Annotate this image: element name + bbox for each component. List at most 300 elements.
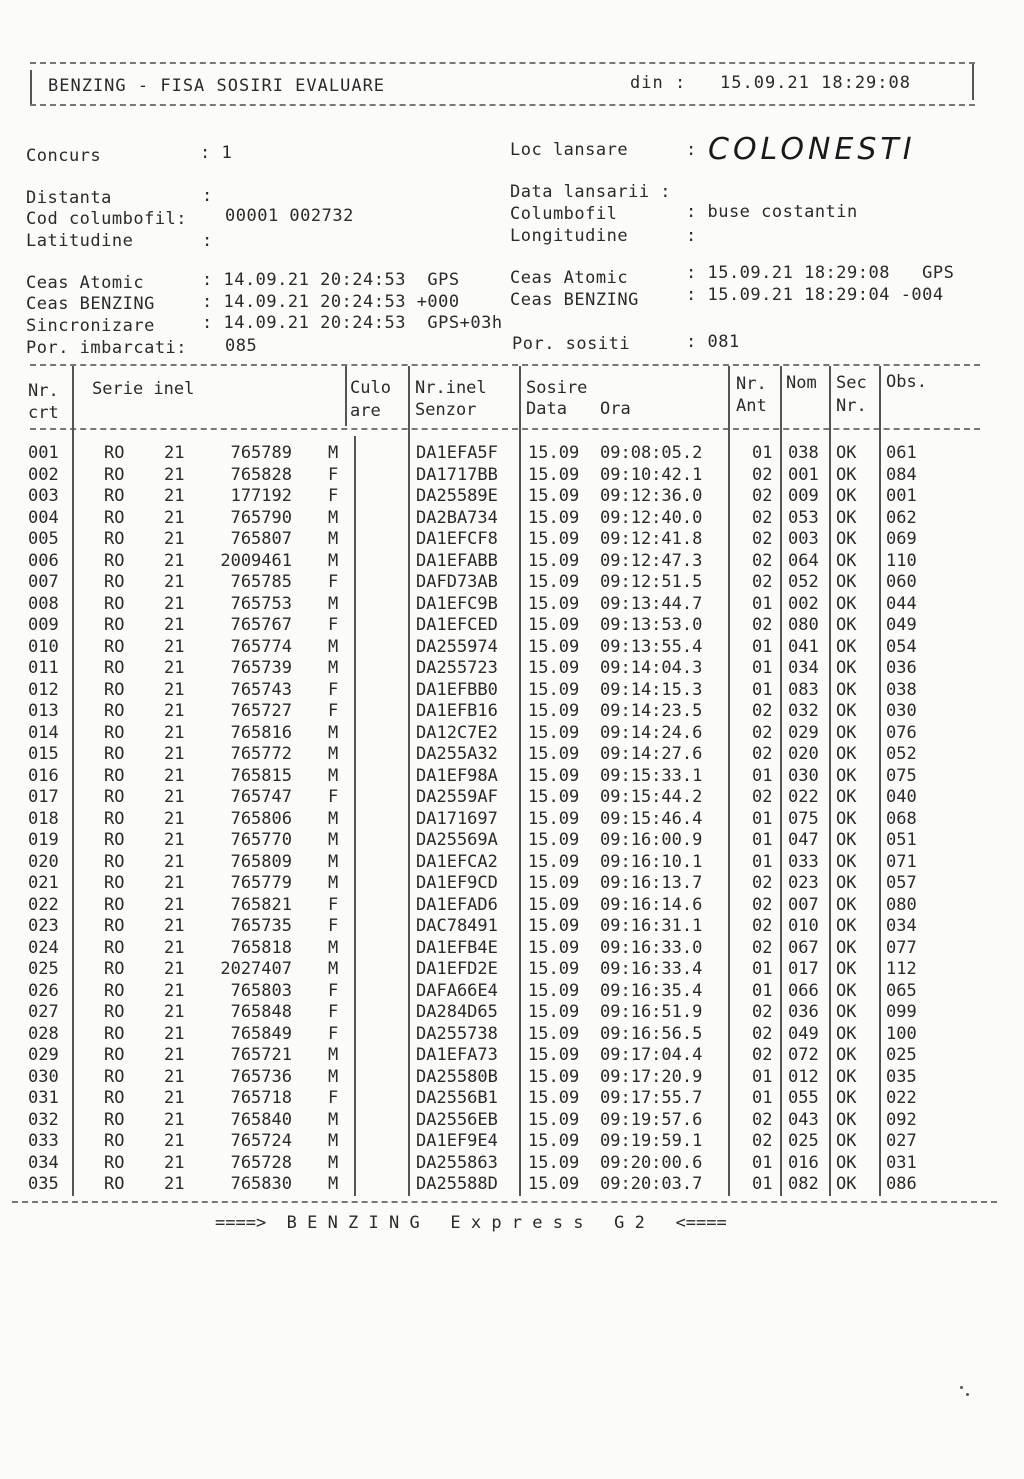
row-ring: 765747: [230, 787, 292, 807]
row-time: 09:17:20.9: [600, 1066, 703, 1087]
row-obs: 049: [886, 615, 917, 635]
row-nom: 083: [788, 679, 819, 700]
row-obs: 034: [886, 916, 917, 936]
row-sec: OK: [836, 636, 857, 657]
row-year: 21: [164, 572, 185, 592]
row-sensor: DAC78491: [416, 916, 498, 936]
row-antenna: 02: [752, 1002, 773, 1022]
row-time: 09:12:51.5: [600, 572, 703, 592]
row-ring: 765779: [230, 873, 292, 893]
row-time: 09:12:40.0: [600, 507, 703, 528]
row-nom: 001: [788, 464, 819, 485]
row-sec: OK: [836, 873, 857, 893]
row-sec: OK: [836, 937, 857, 958]
row-sex: F: [328, 464, 339, 485]
row-sensor: DA1EFAD6: [416, 894, 498, 915]
scan-speck: [966, 1393, 969, 1396]
row-obs: 099: [886, 1002, 917, 1022]
row-sec: OK: [836, 787, 857, 807]
row-sensor: DA1717BB: [416, 464, 498, 485]
row-date: 15.09: [528, 1023, 580, 1044]
row-date: 15.09: [528, 1066, 580, 1087]
row-antenna: 02: [752, 722, 773, 743]
row-country: RO: [104, 851, 125, 872]
longitudine-label: Longitudine: [510, 226, 629, 246]
row-ring: 765816: [230, 722, 292, 743]
din-label: din :: [630, 73, 687, 93]
row-sensor: DA25569A: [416, 830, 498, 850]
row-antenna: 02: [752, 550, 773, 571]
row-nom: 003: [788, 529, 819, 549]
row-nom: 053: [788, 507, 819, 528]
row-year: 21: [164, 1045, 185, 1065]
row-nom: 075: [788, 808, 819, 829]
row-year: 21: [164, 550, 185, 571]
row-sex: M: [328, 1174, 339, 1194]
row-antenna: 01: [752, 851, 773, 872]
row-sec: OK: [836, 443, 857, 463]
row-sec: OK: [836, 658, 857, 678]
row-sex: F: [328, 486, 339, 506]
row-obs: 069: [886, 529, 917, 549]
row-sex: F: [328, 572, 339, 592]
row-obs: 031: [886, 1152, 917, 1173]
row-antenna: 02: [752, 937, 773, 958]
sep-nr: [72, 366, 74, 1196]
row-sex: F: [328, 894, 339, 915]
row-nr: 009: [28, 615, 59, 635]
row-country: RO: [104, 593, 125, 614]
row-date: 15.09: [528, 507, 580, 528]
row-year: 21: [164, 851, 185, 872]
row-sensor: DA2BA734: [416, 507, 498, 528]
table-bottom-rule: [12, 1201, 997, 1203]
row-sensor: DA1EFB4E: [416, 937, 498, 958]
row-country: RO: [104, 1152, 125, 1173]
row-nom: 072: [788, 1045, 819, 1065]
row-country: RO: [104, 679, 125, 700]
row-time: 09:16:51.9: [600, 1002, 703, 1022]
row-country: RO: [104, 464, 125, 485]
row-obs: 110: [886, 550, 917, 571]
latitudine-label: Latitudine: [26, 231, 134, 251]
row-date: 15.09: [528, 765, 580, 786]
row-time: 09:20:03.7: [600, 1174, 703, 1194]
row-obs: 052: [886, 744, 917, 764]
row-ring: 765728: [230, 1152, 292, 1173]
row-nr: 008: [28, 593, 59, 614]
row-country: RO: [104, 744, 125, 764]
row-nom: 017: [788, 959, 819, 979]
row-year: 21: [164, 679, 185, 700]
row-country: RO: [104, 765, 125, 786]
row-sensor: DA255738: [416, 1023, 498, 1044]
row-date: 15.09: [528, 851, 580, 872]
col-nr: Nr.: [28, 381, 59, 401]
row-sec: OK: [836, 701, 857, 721]
row-country: RO: [104, 1066, 125, 1087]
row-country: RO: [104, 636, 125, 657]
row-country: RO: [104, 443, 125, 463]
row-year: 21: [164, 593, 185, 614]
row-date: 15.09: [528, 959, 580, 979]
row-nr: 027: [28, 1002, 59, 1022]
row-country: RO: [104, 980, 125, 1001]
row-sensor: DA1EFCA2: [416, 851, 498, 872]
row-obs: 075: [886, 765, 917, 786]
row-year: 21: [164, 959, 185, 979]
row-year: 21: [164, 701, 185, 721]
row-nom: 038: [788, 443, 819, 463]
row-year: 21: [164, 916, 185, 936]
row-ring: 765849: [230, 1023, 292, 1044]
row-nr: 022: [28, 894, 59, 915]
row-year: 21: [164, 529, 185, 549]
row-sensor: DA255723: [416, 658, 498, 678]
row-sex: M: [328, 937, 339, 958]
row-time: 09:19:57.6: [600, 1109, 703, 1130]
row-sec: OK: [836, 615, 857, 635]
row-sensor: DA1EF9E4: [416, 1131, 498, 1151]
row-ring: 765830: [230, 1174, 292, 1194]
row-antenna: 02: [752, 507, 773, 528]
row-country: RO: [104, 529, 125, 549]
header-bottom-rule: [30, 104, 975, 106]
row-nom: 047: [788, 830, 819, 850]
row-sec: OK: [836, 744, 857, 764]
row-date: 15.09: [528, 830, 580, 850]
row-sensor: DAFD73AB: [416, 572, 498, 592]
row-ring: 765803: [230, 980, 292, 1001]
row-sex: F: [328, 615, 339, 635]
row-antenna: 02: [752, 701, 773, 721]
row-sensor: DA1EFCF8: [416, 529, 498, 549]
col-serie-inel: Serie inel: [92, 379, 195, 399]
row-sex: F: [328, 980, 339, 1001]
row-date: 15.09: [528, 636, 580, 657]
row-nr: 020: [28, 851, 59, 872]
row-sex: M: [328, 1066, 339, 1087]
row-sec: OK: [836, 851, 857, 872]
scan-speck: [960, 1386, 963, 1389]
row-obs: 035: [886, 1066, 917, 1087]
row-time: 09:16:33.4: [600, 959, 703, 979]
row-time: 09:15:46.4: [600, 808, 703, 829]
row-antenna: 02: [752, 1131, 773, 1151]
row-sensor: DA2559AF: [416, 787, 498, 807]
cod-value: 00001 002732: [225, 206, 354, 226]
row-country: RO: [104, 701, 125, 721]
concurs-label: Concurs: [26, 146, 102, 166]
row-obs: 057: [886, 873, 917, 893]
row-sex: F: [328, 701, 339, 721]
row-year: 21: [164, 937, 185, 958]
row-obs: 030: [886, 701, 917, 721]
row-date: 15.09: [528, 1002, 580, 1022]
row-year: 21: [164, 787, 185, 807]
report-title: BENZING - FISA SOSIRI EVALUARE: [48, 76, 386, 96]
row-nom: 052: [788, 572, 819, 592]
latitudine-value: :: [202, 231, 213, 251]
row-obs: 027: [886, 1131, 917, 1151]
cod-label: Cod columbofil:: [26, 209, 188, 229]
row-sensor: DA255A32: [416, 744, 498, 764]
row-nr: 023: [28, 916, 59, 936]
row-year: 21: [164, 1066, 185, 1087]
row-nom: 007: [788, 894, 819, 915]
row-obs: 036: [886, 658, 917, 678]
row-nr: 010: [28, 636, 59, 657]
sep-ant: [728, 366, 730, 1196]
row-sec: OK: [836, 679, 857, 700]
table-top-rule: [30, 364, 980, 366]
row-year: 21: [164, 873, 185, 893]
row-time: 09:16:14.6: [600, 894, 703, 915]
row-nom: 036: [788, 1002, 819, 1022]
row-year: 21: [164, 722, 185, 743]
row-sensor: DA25580B: [416, 1066, 498, 1087]
row-sensor: DA2556B1: [416, 1088, 498, 1108]
row-year: 21: [164, 507, 185, 528]
row-nr: 032: [28, 1109, 59, 1130]
row-date: 15.09: [528, 1174, 580, 1194]
row-antenna: 02: [752, 486, 773, 506]
row-obs: 051: [886, 830, 917, 850]
sep-culo: [345, 366, 347, 426]
row-country: RO: [104, 1174, 125, 1194]
row-sec: OK: [836, 1023, 857, 1044]
row-sex: M: [328, 744, 339, 764]
row-antenna: 01: [752, 443, 773, 463]
row-year: 21: [164, 1152, 185, 1173]
sep-sec: [829, 366, 831, 1196]
sep-nom: [780, 366, 782, 1196]
col-obs: Obs.: [886, 372, 927, 392]
row-sex: M: [328, 443, 339, 463]
row-nr: 003: [28, 486, 59, 506]
row-ring: 765790: [230, 507, 292, 528]
row-sensor: DA1EFA73: [416, 1045, 498, 1065]
row-antenna: 02: [752, 1045, 773, 1065]
row-time: 09:16:35.4: [600, 980, 703, 1001]
row-nr: 033: [28, 1131, 59, 1151]
row-sex: F: [328, 1002, 339, 1022]
row-country: RO: [104, 787, 125, 807]
row-time: 09:16:31.1: [600, 916, 703, 936]
row-ring: 765735: [230, 916, 292, 936]
row-country: RO: [104, 1002, 125, 1022]
row-sec: OK: [836, 722, 857, 743]
row-nom: 064: [788, 550, 819, 571]
col-sec-nr: Nr.: [836, 396, 867, 416]
row-ring: 765753: [230, 593, 292, 614]
row-ring: 765815: [230, 765, 292, 786]
ceas-benzing2-label: Ceas BENZING: [510, 290, 639, 310]
row-year: 21: [164, 1174, 185, 1194]
row-nr: 011: [28, 658, 59, 678]
row-sec: OK: [836, 529, 857, 549]
row-ring: 765739: [230, 658, 292, 678]
row-time: 09:16:33.0: [600, 937, 703, 958]
row-sex: M: [328, 593, 339, 614]
row-sec: OK: [836, 1152, 857, 1173]
row-date: 15.09: [528, 980, 580, 1001]
row-ring: 765821: [230, 894, 292, 915]
row-date: 15.09: [528, 894, 580, 915]
row-antenna: 01: [752, 830, 773, 850]
row-nom: 041: [788, 636, 819, 657]
row-year: 21: [164, 980, 185, 1001]
row-sec: OK: [836, 916, 857, 936]
row-ring: 765767: [230, 615, 292, 635]
row-obs: 062: [886, 507, 917, 528]
row-nr: 028: [28, 1023, 59, 1044]
col-ora: Ora: [600, 399, 631, 419]
row-antenna: 01: [752, 593, 773, 614]
row-date: 15.09: [528, 529, 580, 549]
row-nom: 082: [788, 1174, 819, 1194]
row-sec: OK: [836, 959, 857, 979]
row-time: 09:15:44.2: [600, 787, 703, 807]
col-sec: Sec: [836, 373, 867, 393]
row-nr: 002: [28, 464, 59, 485]
row-time: 09:12:47.3: [600, 550, 703, 571]
row-time: 09:20:00.6: [600, 1152, 703, 1173]
row-time: 09:14:15.3: [600, 679, 703, 700]
row-obs: 038: [886, 679, 917, 700]
row-sec: OK: [836, 1109, 857, 1130]
row-ring: 765743: [230, 679, 292, 700]
row-sec: OK: [836, 808, 857, 829]
row-time: 09:15:33.1: [600, 765, 703, 786]
distanta-value: :: [202, 186, 213, 206]
row-date: 15.09: [528, 658, 580, 678]
row-sex: F: [328, 1088, 339, 1108]
row-sec: OK: [836, 486, 857, 506]
sep-sosire: [519, 366, 521, 1196]
row-antenna: 01: [752, 679, 773, 700]
row-nom: 002: [788, 593, 819, 614]
row-sensor: DA1EFA5F: [416, 443, 498, 463]
row-nr: 031: [28, 1088, 59, 1108]
row-sex: M: [328, 851, 339, 872]
row-sex: F: [328, 1023, 339, 1044]
row-time: 09:17:55.7: [600, 1088, 703, 1108]
row-sensor: DA284D65: [416, 1002, 498, 1022]
col-data: Data: [526, 399, 567, 419]
row-time: 09:13:53.0: [600, 615, 703, 635]
row-obs: 060: [886, 572, 917, 592]
row-nr: 025: [28, 959, 59, 979]
row-date: 15.09: [528, 486, 580, 506]
row-antenna: 02: [752, 873, 773, 893]
por-imbarcati-label: Por. imbarcati:: [26, 338, 188, 358]
row-ring: 2009461: [220, 550, 292, 571]
sep-nr-inel: [408, 366, 410, 1196]
row-sex: M: [328, 529, 339, 549]
header-right-bar: [972, 64, 974, 100]
row-nom: 043: [788, 1109, 819, 1130]
din-value: 15.09.21 18:29:08: [720, 73, 911, 93]
col-ant: Ant: [736, 396, 767, 416]
row-year: 21: [164, 894, 185, 915]
row-obs: 025: [886, 1045, 917, 1065]
row-antenna: 02: [752, 744, 773, 764]
row-obs: 061: [886, 443, 917, 463]
row-sensor: DA1EFBB0: [416, 679, 498, 700]
row-antenna: 02: [752, 464, 773, 485]
row-time: 09:10:42.1: [600, 464, 703, 485]
row-date: 15.09: [528, 1088, 580, 1108]
columbofil-value: : buse costantin: [686, 202, 858, 222]
row-obs: 092: [886, 1109, 917, 1130]
row-sex: F: [328, 679, 339, 700]
row-nr: 017: [28, 787, 59, 807]
row-sex: M: [328, 722, 339, 743]
footer-banner: ====> B E N Z I N G E x p r e s s G 2 <====: [215, 1213, 727, 1233]
row-date: 15.09: [528, 937, 580, 958]
row-nr: 005: [28, 529, 59, 549]
row-sex: M: [328, 1131, 339, 1151]
row-sex: M: [328, 507, 339, 528]
row-antenna: 02: [752, 787, 773, 807]
row-nom: 016: [788, 1152, 819, 1173]
row-nom: 034: [788, 658, 819, 678]
row-nr: 019: [28, 830, 59, 850]
row-date: 15.09: [528, 464, 580, 485]
row-date: 15.09: [528, 916, 580, 936]
row-nr: 007: [28, 572, 59, 592]
row-year: 21: [164, 1002, 185, 1022]
row-ring: 765718: [230, 1088, 292, 1108]
row-nom: 022: [788, 787, 819, 807]
row-sex: F: [328, 787, 339, 807]
row-nr: 004: [28, 507, 59, 528]
row-time: 09:14:04.3: [600, 658, 703, 678]
ceas-benzing-label: Ceas BENZING: [26, 294, 155, 314]
col-nr-inel: Nr.inel: [415, 378, 487, 398]
row-antenna: 01: [752, 1066, 773, 1087]
row-sec: OK: [836, 593, 857, 614]
row-sensor: DA1EFB16: [416, 701, 498, 721]
row-time: 09:14:23.5: [600, 701, 703, 721]
row-year: 21: [164, 464, 185, 485]
col-nr-ant: Nr.: [736, 374, 767, 394]
row-sensor: DA255863: [416, 1152, 498, 1173]
row-country: RO: [104, 507, 125, 528]
row-sec: OK: [836, 1002, 857, 1022]
row-nr: 024: [28, 937, 59, 958]
row-obs: 084: [886, 464, 917, 485]
row-date: 15.09: [528, 572, 580, 592]
row-nom: 080: [788, 615, 819, 635]
row-nr: 014: [28, 722, 59, 743]
row-obs: 022: [886, 1088, 917, 1108]
row-time: 09:12:36.0: [600, 486, 703, 506]
row-sensor: DA1EF9CD: [416, 873, 498, 893]
row-nr: 006: [28, 550, 59, 571]
row-sex: M: [328, 1045, 339, 1065]
row-sensor: DA25588D: [416, 1174, 498, 1194]
row-sec: OK: [836, 572, 857, 592]
row-ring: 765721: [230, 1045, 292, 1065]
row-country: RO: [104, 572, 125, 592]
row-nr: 015: [28, 744, 59, 764]
loc-value: :: [686, 140, 708, 160]
row-sensor: DA1EFABB: [416, 550, 498, 571]
sep-sex: [354, 436, 356, 1196]
row-sec: OK: [836, 507, 857, 528]
